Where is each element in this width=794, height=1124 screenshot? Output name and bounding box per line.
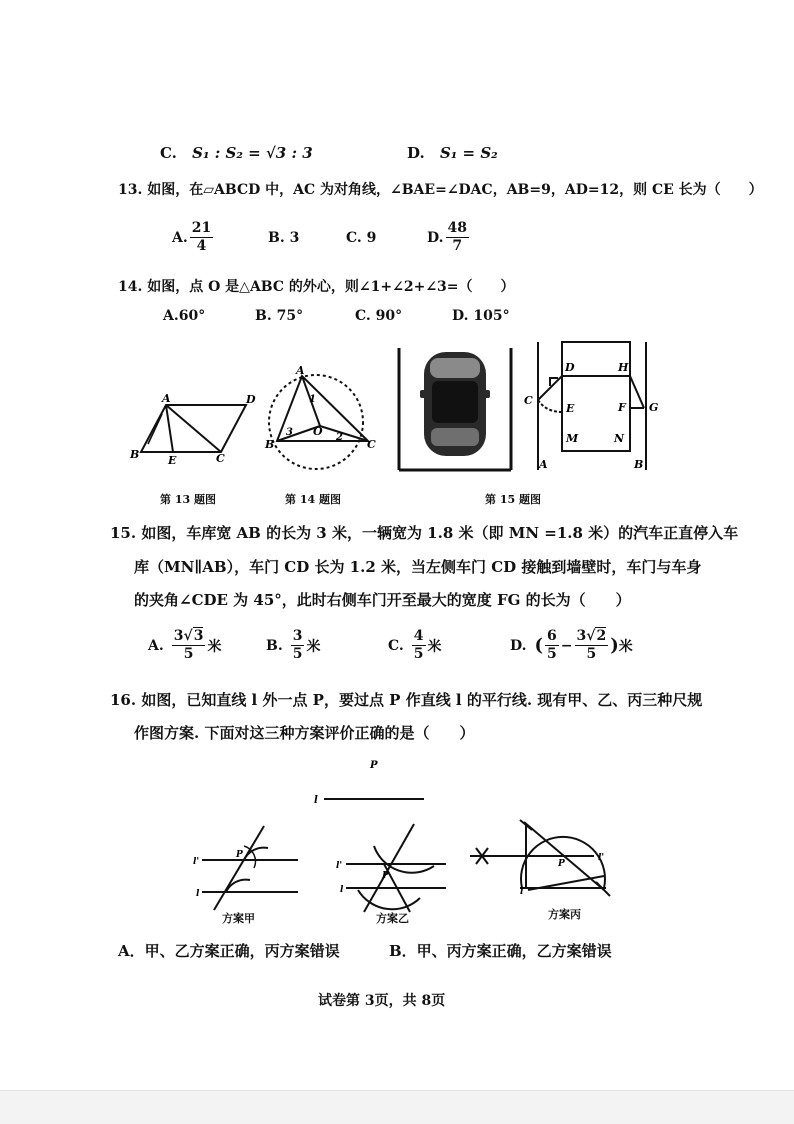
bing-label-p: P xyxy=(558,859,565,869)
q15-option-b-label: B. xyxy=(266,637,283,654)
jia-label-l-prime: l' xyxy=(193,857,200,867)
fig15-label-c: C xyxy=(524,394,533,407)
q13-option-a-fraction xyxy=(190,220,213,255)
fraction-numerator: 3 xyxy=(292,628,303,644)
q13-option-d xyxy=(427,220,471,255)
figure-14-circumcircle xyxy=(260,362,386,474)
fig15-label-m: M xyxy=(566,432,579,445)
q12-option-d-text: S₁ = S₂ xyxy=(439,144,498,162)
q15-option-d-fraction-2 xyxy=(575,628,609,663)
fraction-denominator: 5 xyxy=(183,646,194,662)
q16-scheme-yi-figure xyxy=(334,820,452,920)
q12-option-c xyxy=(160,144,313,162)
fraction-numerator: 48 xyxy=(447,220,467,236)
q16-scheme-jia-figure xyxy=(192,820,304,920)
q14-option-d: D. 105° xyxy=(452,308,510,324)
bing-label-l: l xyxy=(520,887,524,897)
fig13-label-e: E xyxy=(168,454,177,464)
fig15-label-a: A xyxy=(539,458,548,471)
fraction-denominator: 7 xyxy=(452,238,463,254)
viewer-bottom-strip xyxy=(0,1090,794,1124)
fig14-angle-2: 2 xyxy=(336,432,343,443)
caption-figure-14: 第 14 题图 xyxy=(285,493,341,506)
q12-option-c-text: S₁ : S₂ = √3 : 3 xyxy=(192,144,313,162)
q14-option-a: A.60° xyxy=(163,308,206,324)
fig13-label-a: A xyxy=(162,392,171,405)
fig15-label-n: N xyxy=(614,432,625,445)
q15-option-d-label: D. xyxy=(510,637,527,654)
fig14-label-o: O xyxy=(313,425,323,438)
figure-15-schematic xyxy=(520,340,666,474)
fig14-angle-1: 1 xyxy=(309,394,316,405)
yi-label-l: l xyxy=(340,885,344,895)
fraction-numerator: 3√2 xyxy=(576,628,607,644)
fig15-label-d: D xyxy=(565,361,575,374)
figure-13-parallelogram xyxy=(126,388,262,464)
fraction-denominator: 5 xyxy=(292,646,303,662)
q15-option-a-fraction xyxy=(172,628,206,663)
q16-given-figure xyxy=(308,756,430,806)
fig14-label-b: B xyxy=(265,438,275,451)
q16-option-b: B．甲、丙方案正确，乙方案错误 xyxy=(389,942,612,960)
q12-option-c-label: C. xyxy=(160,144,177,162)
radicand: 2 xyxy=(596,628,607,644)
figure-15-car-photo xyxy=(397,348,515,472)
open-paren: ( xyxy=(534,635,544,656)
q15-stem-line2: 库（MN∥AB），车门 CD 长为 1.2 米，当左侧车门 CD 接触到墙壁时，车门与车身 xyxy=(134,558,702,576)
q15-option-d xyxy=(510,628,633,663)
q16-option-a: A．甲、乙方案正确，丙方案错误 xyxy=(118,942,340,960)
q15-option-a xyxy=(148,628,221,663)
radical-coefficient: 3 xyxy=(576,628,587,644)
q13-option-a-label: A. xyxy=(172,229,188,246)
fig14-label-a: A xyxy=(296,364,305,377)
fig13-label-d: D xyxy=(246,393,256,406)
fig14-label-c: C xyxy=(367,438,376,451)
q15-option-d-unit: 米 xyxy=(618,638,633,655)
q14-stem: 14. 如图，点 O 是△ABC 的外心，则∠1+∠2+∠3=（ ） xyxy=(118,279,515,295)
fig15-label-g: G xyxy=(649,401,659,414)
q14-option-b: B. 75° xyxy=(255,308,304,324)
q16-stem-line1: 16. 如图，已知直线 l 外一点 P，要过点 P 作直线 l 的平行线. 现有甲、乙、丙三种尺规 xyxy=(110,691,703,709)
given-label-l: l xyxy=(314,795,318,806)
fig15-label-f: F xyxy=(618,401,626,414)
yi-label-l-prime: l' xyxy=(336,861,343,871)
q15-option-c-unit: 米 xyxy=(427,638,442,655)
fig13-label-b: B xyxy=(130,448,140,461)
caption-figure-13: 第 13 题图 xyxy=(160,493,216,506)
caption-scheme-jia: 方案甲 xyxy=(222,912,255,925)
q15-option-b-unit: 米 xyxy=(306,638,321,655)
bing-label-l-prime: l' xyxy=(598,853,605,863)
q15-stem-line3: 的夹角∠CDE 为 45°，此时右侧车门开至最大的宽度 FG 的长为（ ） xyxy=(134,591,631,609)
fraction-numerator: 3√3 xyxy=(173,628,204,644)
page-footer: 试卷第 3页，共 8页 xyxy=(318,993,446,1009)
q15-option-b xyxy=(266,628,320,663)
q13-option-d-label: D. xyxy=(427,229,444,246)
fraction-denominator: 5 xyxy=(413,646,424,662)
q13-option-c: C. 9 xyxy=(346,230,377,246)
q13-option-d-fraction xyxy=(446,220,469,255)
q15-option-d-fraction-1 xyxy=(545,628,559,663)
car-icon xyxy=(420,352,490,456)
fig15-label-e: E xyxy=(566,402,575,415)
q14-option-c: C. 90° xyxy=(355,308,403,324)
minus-sign: − xyxy=(560,637,573,654)
fig15-label-h: H xyxy=(618,361,629,374)
fig15-label-b: B xyxy=(634,458,644,471)
q16-scheme-bing-figure xyxy=(466,814,616,916)
fraction-denominator: 5 xyxy=(547,646,557,662)
q12-option-d xyxy=(407,144,498,162)
fig14-angle-3: 3 xyxy=(286,427,293,438)
jia-label-l: l xyxy=(196,889,200,899)
q15-option-b-fraction xyxy=(291,628,305,663)
radical-coefficient: 3 xyxy=(173,628,184,644)
q15-option-c-fraction xyxy=(412,628,426,663)
caption-scheme-yi: 方案乙 xyxy=(376,912,409,925)
fraction-numerator: 6 xyxy=(547,628,557,644)
q15-option-a-unit: 米 xyxy=(207,638,222,655)
q15-stem-line1: 15. 如图，车库宽 AB 的长为 3 米，一辆宽为 1.8 米（即 MN =1.8 米）的汽车正直停入车 xyxy=(110,524,739,542)
fraction-numerator: 4 xyxy=(413,628,424,644)
q13-option-a xyxy=(172,220,215,255)
q12-option-d-label: D. xyxy=(407,144,425,162)
yi-label-p: P xyxy=(382,871,389,881)
q15-option-a-label: A. xyxy=(148,637,164,654)
jia-label-p: P xyxy=(236,850,243,860)
fig13-label-c: C xyxy=(216,452,225,464)
fraction-numerator: 21 xyxy=(191,220,212,236)
q13-stem: 13. 如图，在▱ABCD 中，AC 为对角线，∠BAE=∠DAC，AB=9，AD=12，则 CE 长为（ ） xyxy=(118,182,763,198)
given-label-p: P xyxy=(370,760,378,771)
q16-stem-line2: 作图方案. 下面对这三种方案评价正确的是（ ） xyxy=(134,724,475,742)
fraction-denominator: 4 xyxy=(196,238,207,254)
radicand: 3 xyxy=(193,628,204,644)
q15-option-c-label: C. xyxy=(388,637,404,654)
caption-figure-15: 第 15 题图 xyxy=(485,493,541,506)
q15-option-c xyxy=(388,628,442,663)
q13-option-b: B. 3 xyxy=(268,230,300,246)
fraction-denominator: 5 xyxy=(586,646,597,662)
caption-scheme-bing: 方案丙 xyxy=(548,908,581,921)
close-paren: ) xyxy=(610,635,619,656)
